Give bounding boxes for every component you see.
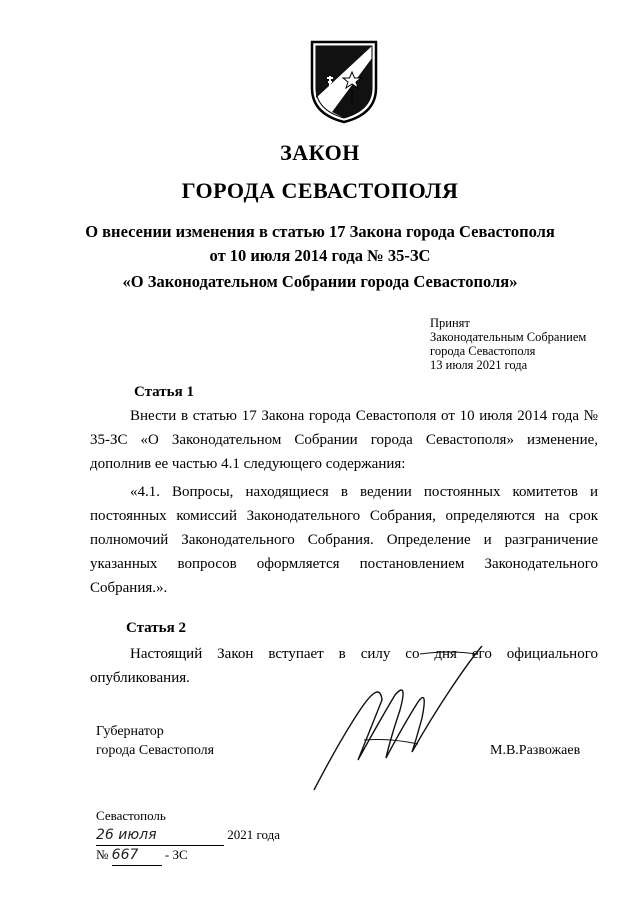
sevastopol-coat-of-arms-icon	[308, 38, 380, 124]
article-1-paragraph-2-text: «4.1. Вопросы, находящиеся в ведении постоянных комитетов и постоянных комиссий Законодательного Собрания, определяются на срок полномочий Законодательного Собрания. Определение и разграничение указанных вопросов оформляется постановлением Законодательного Собрания.».	[90, 484, 598, 596]
article-1-paragraph-1-text: Внести в статью 17 Закона города Севастополя от 10 июля 2014 года № 35-ЗС «О Законодательном Собрании города Севастополя» изменение, дополнив ее частью 4.1 следующего содержания:	[90, 408, 598, 472]
signatory-title-line-1: Губернатор	[96, 724, 164, 739]
signatory-title	[96, 722, 214, 760]
footer-year: 2021 года	[227, 827, 281, 842]
number-prefix: №	[96, 847, 109, 862]
adoption-line-1: Принят	[430, 316, 470, 330]
number-line	[112, 845, 162, 866]
article-2-heading: Статья 2	[126, 620, 186, 636]
law-title-line-3: «О Законодательном Собрании города Севастополя»	[122, 272, 518, 291]
article-2-paragraph-1-text: Настоящий Закон вступает в силу со дня его официального опубликования.	[90, 646, 598, 686]
footer-date	[96, 825, 280, 846]
law-title-line-1: О внесении изменения в статью 17 Закона города Севастополя	[85, 222, 555, 241]
article-1-paragraph-1	[90, 404, 598, 476]
adoption-line-4: 13 июля 2021 года	[430, 358, 528, 372]
handwritten-date: 26 июля	[96, 827, 157, 843]
adoption-line-3: города Севастополя	[430, 344, 536, 358]
law-title-line-2: от 10 июля 2014 года № 35-ЗС	[209, 246, 431, 265]
adoption-line-2: Законодательным Собранием	[430, 330, 587, 344]
article-1-paragraph-2	[90, 480, 598, 600]
number-suffix: - ЗС	[164, 847, 188, 862]
signatory-name: М.В.Развожаев	[490, 743, 581, 758]
adoption-note	[430, 316, 586, 372]
law-heading: ЗАКОН	[280, 140, 360, 165]
city-heading: ГОРОДА СЕВАСТОПОЛЯ	[181, 178, 459, 203]
article-1-heading: Статья 1	[134, 384, 194, 400]
footer-city: Севастополь	[96, 808, 166, 823]
footer-number	[96, 845, 188, 866]
handwritten-number: 667	[111, 847, 139, 863]
handwritten-signature-icon	[300, 640, 500, 800]
signatory-title-line-2: города Севастополя	[96, 743, 215, 758]
date-line	[96, 825, 224, 846]
